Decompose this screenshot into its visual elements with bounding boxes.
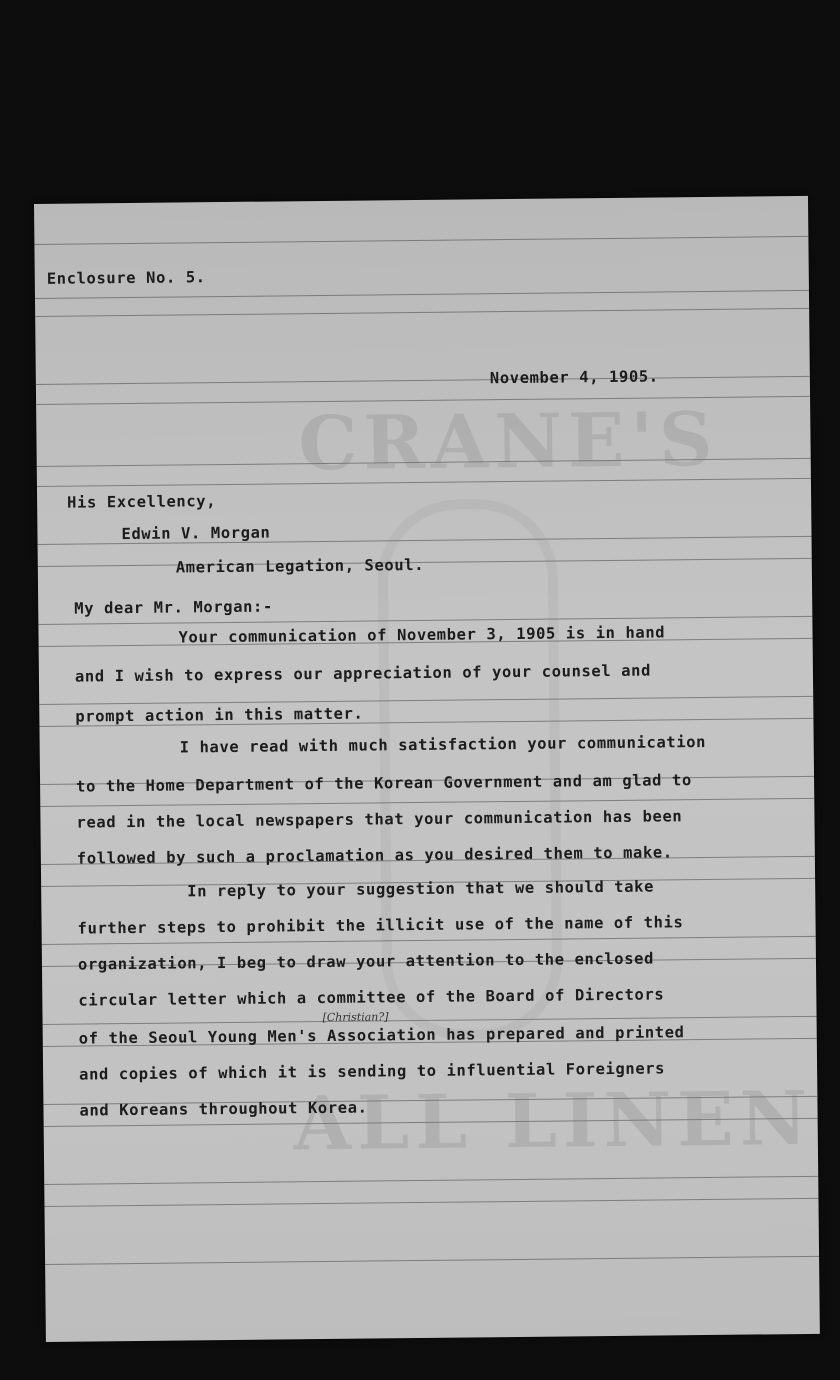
body-line-7: followed by such a proclamation as you desired them to make.	[76, 843, 673, 868]
ruled-line	[35, 290, 809, 299]
salutation: My dear Mr. Morgan:-	[74, 597, 273, 618]
ruled-line	[45, 1256, 819, 1265]
body-line-8: In reply to your suggestion that we should take	[187, 877, 655, 901]
body-line-14: and Koreans throughout Korea.	[79, 1098, 368, 1120]
body-line-4: I have read with much satisfaction your communication	[179, 732, 707, 757]
watermark-bottom: ALL LINEN	[293, 1075, 814, 1168]
addressee-line-2: Edwin V. Morgan	[121, 523, 271, 544]
ruled-line	[44, 1176, 818, 1185]
body-line-10: organization, I beg to draw your attention to the enclosed	[77, 949, 655, 974]
watermark-top: CRANE'S	[298, 396, 719, 488]
letter-page	[34, 196, 820, 1342]
body-line-13: and copies of which it is sending to influential Foreigners	[79, 1059, 666, 1084]
body-line-2: and I wish to express our appreciation of your counsel and	[74, 661, 652, 686]
addressee-line-3: American Legation, Seoul.	[175, 555, 425, 577]
addressee-line-1: His Excellency,	[67, 492, 217, 512]
ruled-line	[34, 236, 808, 245]
body-line-3: prompt action in this matter.	[75, 704, 364, 726]
body-line-12: of the Seoul Young Men's Association has prepared and printed	[78, 1023, 685, 1048]
letter-date: November 4, 1905.	[489, 367, 659, 388]
enclosure-label: Enclosure No. 5.	[46, 268, 206, 288]
ruled-line	[36, 376, 810, 385]
body-line-1: Your communication of November 3, 1905 is in hand	[178, 623, 666, 647]
body-line-6: read in the local newspapers that your communication has been	[76, 807, 683, 832]
body-line-9: further steps to prohibit the illicit use of the name of this	[77, 913, 684, 938]
body-line-11: circular letter which a committee of the Board of Directors	[78, 985, 665, 1010]
ruled-line	[44, 1198, 818, 1207]
handwritten-insert: [Christian?]	[322, 1010, 389, 1025]
body-line-5: to the Home Department of the Korean Government and am glad to	[76, 771, 692, 796]
ruled-line	[35, 308, 809, 317]
